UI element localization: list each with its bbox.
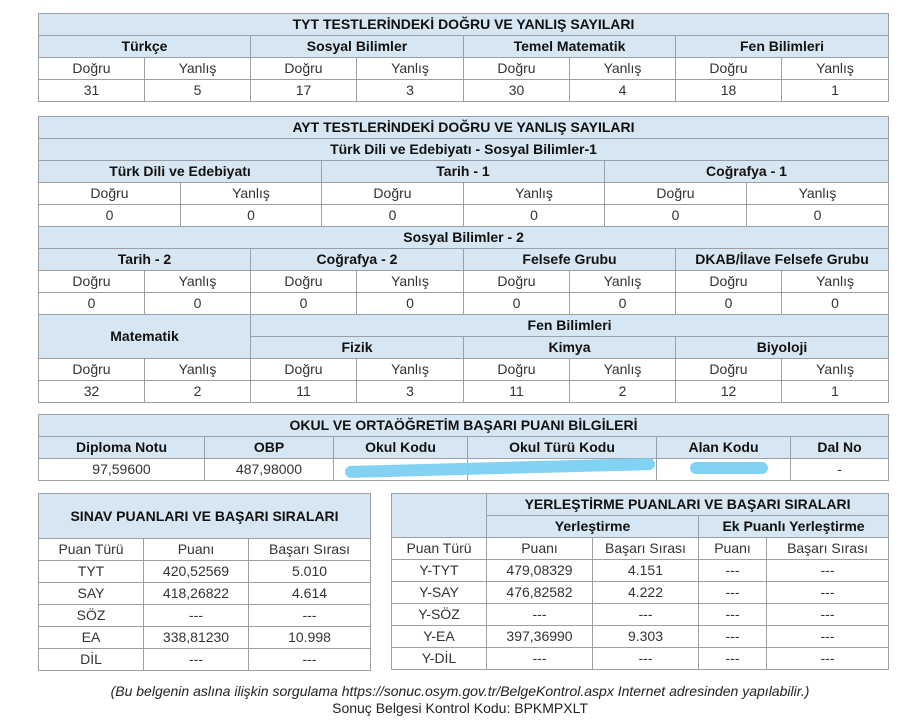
ayt-subject-felsefe: Felsefe Grubu bbox=[464, 249, 676, 271]
tyt-turkce-dogru: 31 bbox=[39, 80, 145, 102]
ayt-title: AYT TESTLERİNDEKİ DOĞRU VE YANLIŞ SAYILARI bbox=[39, 117, 889, 139]
ayt-tarih2-yanlis: 0 bbox=[145, 293, 251, 315]
yer-row-score: 476,82582 bbox=[487, 582, 593, 604]
col-dogru: Doğru bbox=[464, 58, 570, 80]
col-yanlis: Yanlış bbox=[747, 183, 889, 205]
ayt-group2-title: Sosyal Bilimler - 2 bbox=[39, 227, 889, 249]
obp-obp-value: 487,98000 bbox=[205, 459, 334, 481]
ayt-cografya1-dogru: 0 bbox=[605, 205, 747, 227]
yer-row-ek-rank: --- bbox=[767, 626, 889, 648]
sinav-row-type: TYT bbox=[39, 561, 144, 583]
yer-row-ek-rank: --- bbox=[767, 648, 889, 670]
col-yanlis: Yanlış bbox=[357, 359, 464, 381]
col-yanlis: Yanlış bbox=[782, 271, 889, 293]
ayt-cografya2-dogru: 0 bbox=[251, 293, 357, 315]
redaction-mark bbox=[690, 462, 768, 474]
yer-row-ek-rank: --- bbox=[767, 582, 889, 604]
yer-row-score: 479,08329 bbox=[487, 560, 593, 582]
yer-row-ek-score: --- bbox=[699, 582, 767, 604]
col-yanlis: Yanlış bbox=[570, 359, 676, 381]
ayt-cografya1-yanlis: 0 bbox=[747, 205, 889, 227]
sinav-row-type: DİL bbox=[39, 649, 144, 671]
ayt-subject-tarih1: Tarih - 1 bbox=[322, 161, 605, 183]
yer-row-score: 397,36990 bbox=[487, 626, 593, 648]
sinav-row-rank: 4.614 bbox=[249, 583, 371, 605]
col-dogru: Doğru bbox=[605, 183, 747, 205]
ayt-subject-fizik: Fizik bbox=[251, 337, 464, 359]
tyt-matematik-dogru: 30 bbox=[464, 80, 570, 102]
yer-row-ek-score: --- bbox=[699, 604, 767, 626]
col-dogru: Doğru bbox=[676, 271, 782, 293]
ayt-fizik-yanlis: 3 bbox=[357, 381, 464, 403]
sinav-row-rank: --- bbox=[249, 649, 371, 671]
yer-sub-yerlestirme: Yerleştirme bbox=[487, 516, 699, 538]
obp-header-okul-kodu: Okul Kodu bbox=[334, 437, 468, 459]
col-dogru: Doğru bbox=[676, 58, 782, 80]
ayt-kimya-dogru: 11 bbox=[464, 381, 570, 403]
ayt-kimya-yanlis: 2 bbox=[570, 381, 676, 403]
yer-header-ek-basari: Başarı Sırası bbox=[767, 538, 889, 560]
col-dogru: Doğru bbox=[676, 359, 782, 381]
col-yanlis: Yanlış bbox=[357, 271, 464, 293]
sinav-row-rank: 10.998 bbox=[249, 627, 371, 649]
tyt-turkce-yanlis: 5 bbox=[145, 80, 251, 102]
ayt-group1-table bbox=[38, 116, 889, 227]
yer-header-ek-puani: Puanı bbox=[699, 538, 767, 560]
yer-row-type: Y-SAY bbox=[392, 582, 487, 604]
obp-header-dal-no: Dal No bbox=[791, 437, 889, 459]
ayt-dkab-dogru: 0 bbox=[676, 293, 782, 315]
ayt-felsefe-yanlis: 0 bbox=[570, 293, 676, 315]
col-yanlis: Yanlış bbox=[782, 359, 889, 381]
obp-header-alan-kodu: Alan Kodu bbox=[657, 437, 791, 459]
ayt-tarih1-dogru: 0 bbox=[322, 205, 464, 227]
yer-row-ek-rank: --- bbox=[767, 560, 889, 582]
col-dogru: Doğru bbox=[464, 271, 570, 293]
col-yanlis: Yanlış bbox=[570, 271, 676, 293]
yerlestirme-table bbox=[391, 493, 889, 670]
col-yanlis: Yanlış bbox=[570, 58, 676, 80]
col-yanlis: Yanlış bbox=[464, 183, 605, 205]
col-yanlis: Yanlış bbox=[357, 58, 464, 80]
ayt-subject-cografya1: Coğrafya - 1 bbox=[605, 161, 889, 183]
col-yanlis: Yanlış bbox=[782, 58, 889, 80]
yer-sub-ek-puanli: Ek Puanlı Yerleştirme bbox=[699, 516, 889, 538]
col-yanlis: Yanlış bbox=[145, 271, 251, 293]
yer-header-basari: Başarı Sırası bbox=[593, 538, 699, 560]
sinav-row-score: 418,26822 bbox=[144, 583, 249, 605]
ayt-edebiyat-dogru: 0 bbox=[39, 205, 181, 227]
col-yanlis: Yanlış bbox=[181, 183, 322, 205]
sinav-header-puan-turu: Puan Türü bbox=[39, 539, 144, 561]
obp-header-obp: OBP bbox=[205, 437, 334, 459]
col-dogru: Doğru bbox=[39, 271, 145, 293]
ayt-subject-matematik: Matematik bbox=[39, 315, 251, 359]
ayt-subject-kimya: Kimya bbox=[464, 337, 676, 359]
ayt-subject-dkab: DKAB/İlave Felsefe Grubu bbox=[676, 249, 889, 271]
sinav-title: SINAV PUANLARI VE BAŞARI SIRALARI bbox=[39, 494, 371, 539]
footer-verification-note: (Bu belgenin aslına ilişkin sorgulama https://sonuc.osym.gov.tr/BelgeKontrol.aspx Internet adresinden yapılabilir.) bbox=[110, 683, 810, 699]
obp-title: OKUL VE ORTAÖĞRETİM BAŞARI PUANI BİLGİLERİ bbox=[39, 415, 889, 437]
sinav-header-basari: Başarı Sırası bbox=[249, 539, 371, 561]
ayt-biyoloji-dogru: 12 bbox=[676, 381, 782, 403]
ayt-edebiyat-yanlis: 0 bbox=[181, 205, 322, 227]
sinav-row-rank: 5.010 bbox=[249, 561, 371, 583]
col-dogru: Doğru bbox=[251, 271, 357, 293]
sinav-header-puani: Puanı bbox=[144, 539, 249, 561]
ayt-group2-table bbox=[38, 226, 889, 403]
ayt-subject-edebiyat: Türk Dili ve Edebiyatı bbox=[39, 161, 322, 183]
yer-row-rank: 9.303 bbox=[593, 626, 699, 648]
footer-control-code: Sonuç Belgesi Kontrol Kodu: BPKMPXLT bbox=[332, 700, 588, 716]
ayt-matematik-dogru: 32 bbox=[39, 381, 145, 403]
yer-header-puan-turu: Puan Türü bbox=[392, 538, 487, 560]
tyt-fen-yanlis: 1 bbox=[782, 80, 889, 102]
yer-row-rank: 4.151 bbox=[593, 560, 699, 582]
ayt-group1-title: Türk Dili ve Edebiyatı - Sosyal Bilimler-1 bbox=[39, 139, 889, 161]
obp-diploma-value: 97,59600 bbox=[39, 459, 205, 481]
col-yanlis: Yanlış bbox=[145, 58, 251, 80]
ayt-tarih1-yanlis: 0 bbox=[464, 205, 605, 227]
col-yanlis: Yanlış bbox=[145, 359, 251, 381]
obp-header-okul-turu: Okul Türü Kodu bbox=[468, 437, 657, 459]
ayt-subject-tarih2: Tarih - 2 bbox=[39, 249, 251, 271]
col-dogru: Doğru bbox=[39, 359, 145, 381]
col-dogru: Doğru bbox=[464, 359, 570, 381]
obp-header-diploma: Diploma Notu bbox=[39, 437, 205, 459]
yer-row-rank: 4.222 bbox=[593, 582, 699, 604]
ayt-subject-cografya2: Coğrafya - 2 bbox=[251, 249, 464, 271]
tyt-sosyal-dogru: 17 bbox=[251, 80, 357, 102]
yer-row-score: --- bbox=[487, 604, 593, 626]
yer-row-rank: --- bbox=[593, 604, 699, 626]
sinav-row-score: 338,81230 bbox=[144, 627, 249, 649]
yer-row-ek-rank: --- bbox=[767, 604, 889, 626]
yer-row-ek-score: --- bbox=[699, 560, 767, 582]
sinav-row-score: --- bbox=[144, 649, 249, 671]
col-dogru: Doğru bbox=[39, 58, 145, 80]
tyt-subject-turkce: Türkçe bbox=[39, 36, 251, 58]
tyt-subject-sosyal: Sosyal Bilimler bbox=[251, 36, 464, 58]
col-dogru: Doğru bbox=[251, 359, 357, 381]
tyt-matematik-yanlis: 4 bbox=[570, 80, 676, 102]
tyt-table bbox=[38, 13, 889, 102]
sinav-row-score: --- bbox=[144, 605, 249, 627]
ayt-cografya2-yanlis: 0 bbox=[357, 293, 464, 315]
ayt-fizik-dogru: 11 bbox=[251, 381, 357, 403]
yer-row-type: Y-EA bbox=[392, 626, 487, 648]
col-dogru: Doğru bbox=[251, 58, 357, 80]
sinav-row-score: 420,52569 bbox=[144, 561, 249, 583]
ayt-tarih2-dogru: 0 bbox=[39, 293, 145, 315]
col-dogru: Doğru bbox=[39, 183, 181, 205]
sinav-row-type: EA bbox=[39, 627, 144, 649]
ayt-matematik-yanlis: 2 bbox=[145, 381, 251, 403]
sinav-row-type: SAY bbox=[39, 583, 144, 605]
ayt-felsefe-dogru: 0 bbox=[464, 293, 570, 315]
yer-row-ek-score: --- bbox=[699, 648, 767, 670]
ayt-subject-biyoloji: Biyoloji bbox=[676, 337, 889, 359]
tyt-subject-fen: Fen Bilimleri bbox=[676, 36, 889, 58]
sinav-row-type: SÖZ bbox=[39, 605, 144, 627]
tyt-subject-matematik: Temel Matematik bbox=[464, 36, 676, 58]
yer-row-rank: --- bbox=[593, 648, 699, 670]
yer-row-type: Y-SÖZ bbox=[392, 604, 487, 626]
tyt-fen-dogru: 18 bbox=[676, 80, 782, 102]
ayt-fen-title: Fen Bilimleri bbox=[251, 315, 889, 337]
yer-title: YERLEŞTİRME PUANLARI VE BAŞARI SIRALARI bbox=[487, 494, 889, 516]
yer-row-ek-score: --- bbox=[699, 626, 767, 648]
yer-header-puani: Puanı bbox=[487, 538, 593, 560]
col-dogru: Doğru bbox=[322, 183, 464, 205]
yer-title-spacer bbox=[392, 494, 487, 538]
ayt-dkab-yanlis: 0 bbox=[782, 293, 889, 315]
obp-dal-no-value: - bbox=[791, 459, 889, 481]
sinav-table bbox=[38, 493, 371, 671]
yer-row-type: Y-DİL bbox=[392, 648, 487, 670]
ayt-biyoloji-yanlis: 1 bbox=[782, 381, 889, 403]
yer-row-score: --- bbox=[487, 648, 593, 670]
tyt-title: TYT TESTLERİNDEKİ DOĞRU VE YANLIŞ SAYILARI bbox=[39, 14, 889, 36]
sinav-row-rank: --- bbox=[249, 605, 371, 627]
tyt-sosyal-yanlis: 3 bbox=[357, 80, 464, 102]
yer-row-type: Y-TYT bbox=[392, 560, 487, 582]
